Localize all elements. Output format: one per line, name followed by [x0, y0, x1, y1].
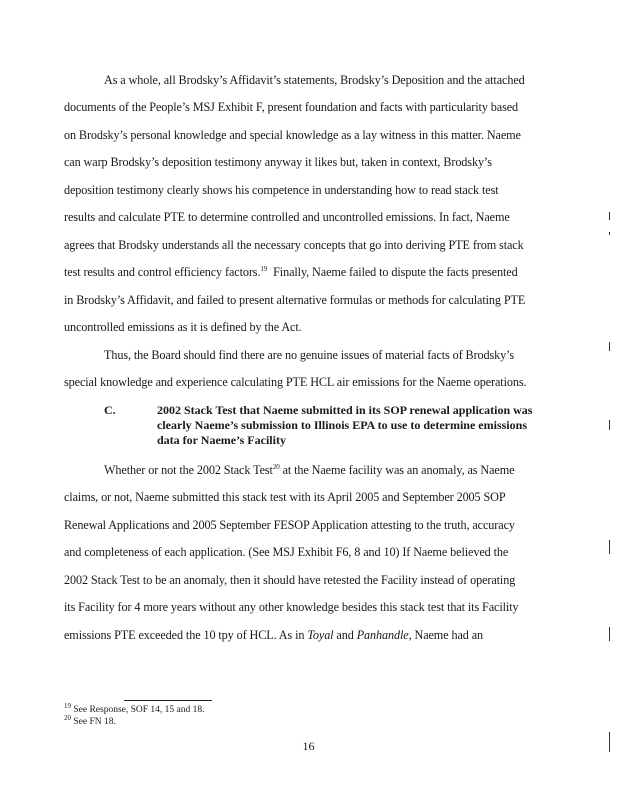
paragraph-3-line-3: Renewal Applications and 2005 September FESOP Application attesting to the truth, accuracy	[64, 518, 515, 532]
paragraph-1-line-8-continued: Finally, Naeme failed to dispute the facts presented	[273, 265, 518, 279]
case-name-toyal: Toyal	[307, 628, 334, 642]
margin-mark	[609, 342, 610, 351]
paragraph-1-line-8-text: test results and control efficiency factors.	[64, 265, 261, 279]
paragraph-1-line-6: results and calculate PTE to determine controlled and uncontrolled emissions. In fact, Naeme	[64, 210, 510, 224]
footnote-20-number: 20	[64, 713, 71, 722]
paragraph-2-line-2: special knowledge and experience calculating PTE HCL air emissions for the Naeme operations.	[64, 375, 527, 389]
margin-mark	[609, 627, 610, 641]
paragraph-3-line-1-text: Whether or not the 2002 Stack Test	[104, 463, 273, 477]
footnote-19	[64, 701, 205, 716]
paragraph-1-line-3: on Brodsky’s personal knowledge and special knowledge as a lay witness in this matter. Naeme	[64, 128, 521, 142]
paragraph-1-line-1: As a whole, all Brodsky’s Affidavit’s statements, Brodsky’s Deposition and the attached	[104, 73, 525, 87]
margin-mark	[609, 212, 610, 220]
footnote-ref-19[interactable]: 19	[260, 264, 268, 273]
paragraph-3-line-7-and: and	[333, 628, 357, 642]
paragraph-1-line-2: documents of the People’s MSJ Exhibit F, present foundation and facts with particularity based	[64, 100, 519, 114]
section-heading-line-3: data for Naeme’s Facility	[157, 433, 286, 447]
paragraph-1-line-10: uncontrolled emissions as it is defined by the Act.	[64, 320, 302, 334]
footnote-19-number: 19	[64, 701, 71, 710]
paragraph-3-line-7-text: emissions PTE exceeded the 10 tpy of HCL. As in	[64, 628, 308, 642]
paragraph-3-line-2: claims, or not, Naeme submitted this stack test with its April 2005 and September 2005 SOP	[64, 490, 506, 504]
paragraph-2-line-1: Thus, the Board should find there are no genuine issues of material facts of Brodsky’s	[104, 348, 515, 362]
section-heading-line-1: 2002 Stack Test that Naeme submitted in its SOP renewal application was	[157, 403, 533, 417]
footnote-20	[64, 713, 116, 728]
paragraph-3-line-7-end: , Naeme had an	[408, 628, 483, 642]
paragraph-3-line-1	[104, 462, 514, 478]
paragraph-1-line-4: can warp Brodsky’s deposition testimony anyway it likes but, taken in context, Brodsky’s	[64, 155, 492, 169]
paragraph-1-line-7: agrees that Brodsky understands all the necessary concepts that go into deriving PTE from stack	[64, 238, 524, 252]
paragraph-1-line-8	[64, 264, 518, 280]
margin-mark	[609, 540, 610, 554]
margin-mark	[609, 232, 610, 235]
paragraph-3-line-4: and completeness of each application. (See MSJ Exhibit F6, 8 and 10) If Naeme believed the	[64, 545, 509, 559]
case-name-panhandle: Panhandle	[356, 628, 409, 642]
paragraph-3-line-7	[64, 627, 483, 643]
section-letter: C.	[104, 403, 116, 417]
paragraph-3-line-5: 2002 Stack Test to be an anomaly, then it should have retested the Facility instead of operating	[64, 573, 516, 587]
footnote-divider	[124, 700, 212, 701]
page-number: 16	[302, 739, 315, 753]
paragraph-3-line-1-continued: at the Naeme facility was an anomaly, as Naeme	[279, 463, 515, 477]
footnote-ref-20[interactable]: 20	[272, 462, 280, 471]
section-heading-line-2: clearly Naeme’s submission to Illinois EPA to use to determine emissions	[157, 418, 527, 432]
margin-mark	[609, 732, 610, 752]
paragraph-1-line-5: deposition testimony clearly shows his competence in understanding how to read stack test	[64, 183, 499, 197]
paragraph-1-line-9: in Brodsky’s Affidavit, and failed to present alternative formulas or methods for calculating PTE	[64, 293, 526, 307]
paragraph-3-line-6: its Facility for 4 more years without any other knowledge besides this stack test that its Facility	[64, 600, 519, 614]
footnote-20-text: See FN 18.	[71, 717, 116, 727]
margin-mark	[609, 420, 610, 430]
footnote-19-text: See Response, SOF 14, 15 and 18.	[71, 705, 205, 715]
